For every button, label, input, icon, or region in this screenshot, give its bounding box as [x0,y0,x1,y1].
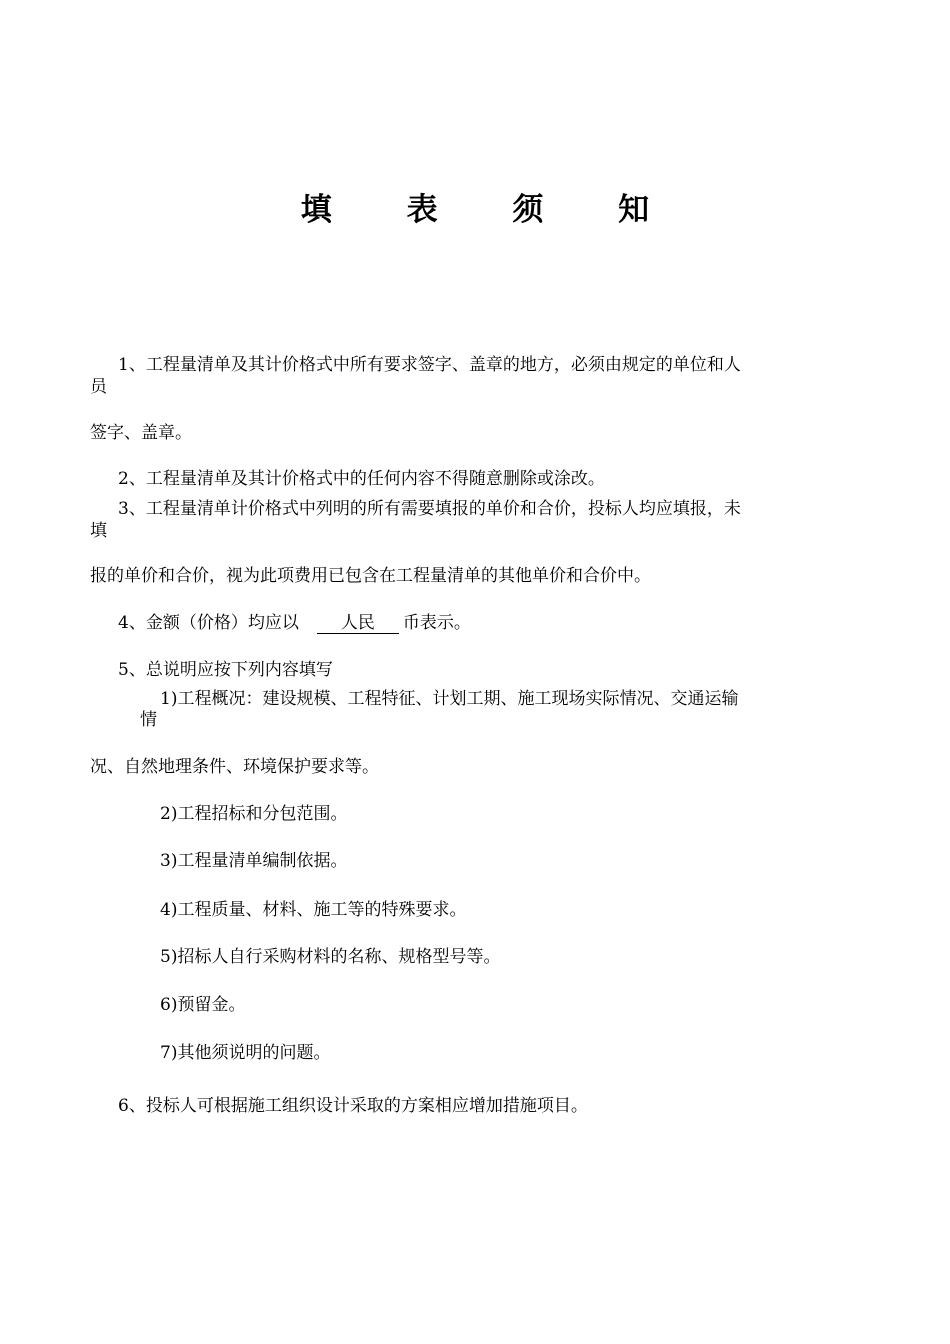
item-3-line-2: 报的单价和合价，视为此项费用已包含在工程量清单的其他单价和合价中。 [90,566,651,586]
currency-field: 人民 [317,613,399,634]
sub-item-4: 4)工程质量、材料、施工等的特殊要求。 [160,900,467,920]
item-3-line-1: 3、工程量清单计价格式中列明的所有需要填报的单价和合价，投标人均应填报，未 [118,499,741,519]
item-1-line-2: 签字、盖章。 [90,423,192,443]
sub-item-5: 5)招标人自行采购材料的名称、规格型号等。 [160,947,501,967]
sub-item-1-line-1: 1)工程概况：建设规模、工程特征、计划工期、施工现场实际情况、交通运输 [160,689,739,709]
item-2: 2、工程量清单及其计价格式中的任何内容不得随意删除或涂改。 [118,469,605,489]
page-title: 填 表 须 知 [300,192,682,228]
item-1-wrap-char: 员 [90,377,107,397]
sub-item-6: 6)预留金。 [160,995,246,1015]
item-3-wrap-char: 填 [90,521,107,541]
sub-item-1-wrap-char: 情 [140,710,157,730]
item-1-line-1: 1、工程量清单及其计价格式中所有要求签字、盖章的地方，必须由规定的单位和人 [118,355,741,375]
sub-item-3: 3)工程量清单编制依据。 [160,851,348,871]
item-5: 5、总说明应按下列内容填写 [118,660,333,680]
sub-item-2: 2)工程招标和分包范围。 [160,804,348,824]
item-6: 6、投标人可根据施工组织设计采取的方案相应增加措施项目。 [118,1096,588,1116]
sub-item-7: 7)其他须说明的问题。 [160,1043,331,1063]
item-4-prefix: 4、金额（价格）均应以 [118,613,299,633]
item-4 [118,612,471,634]
sub-item-1-line-2: 况、自然地理条件、环境保护要求等。 [90,757,379,777]
item-4-suffix: 币表示。 [402,613,471,633]
